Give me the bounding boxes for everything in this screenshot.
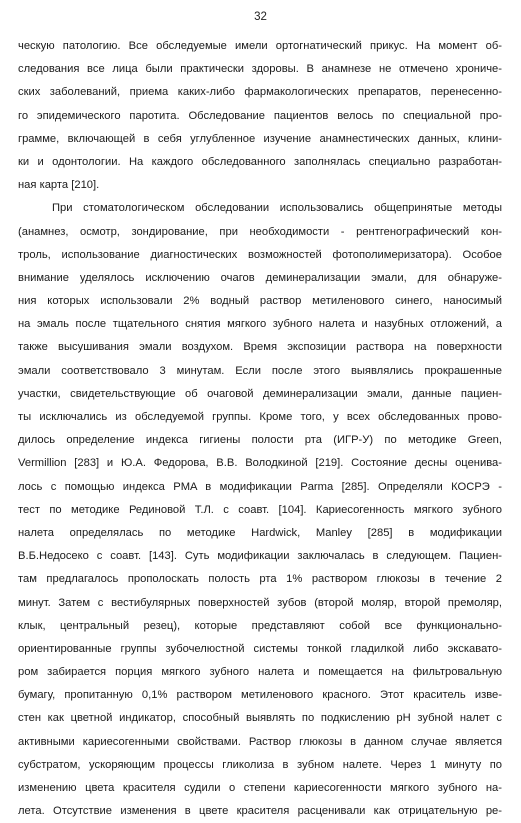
text-line: активными кариесогенными свойствами. Раствор глюкозы в данном случае является bbox=[18, 735, 502, 748]
document-body-text bbox=[18, 35, 502, 823]
text-line: там предлагалось прополоскать полость рта 1% раствором глюкозы в течение 2 bbox=[18, 573, 502, 586]
text-line: ческую патологию. Все обследуемые имели ортогнатический прикус. На момент об- bbox=[18, 40, 502, 52]
text-line: налета определялась по методике Hardwick, Manley [285] в модификации bbox=[18, 526, 502, 539]
text-line: также высушивания эмали воздухом. Время экспозиции раствора на поверхности bbox=[18, 341, 502, 354]
text-line: субстратом, ускоряющим процессы гликолиза в зубном налете. Через 1 минуту по bbox=[18, 758, 502, 771]
text-line: Vermillion [283] и Ю.А. Федорова, В.В. Володкиной [219]. Состояние десны оценива- bbox=[18, 457, 502, 470]
text-line: ских заболеваний, приема каких-либо фармакологических препаратов, перенесенно- bbox=[18, 86, 502, 99]
text-line: на эмаль после тщательного снятия мягкого зубного налета и назубных отложений, а bbox=[18, 318, 502, 331]
text-line: ром забирается порция мягкого зубного налета и помещается на фильтровальную bbox=[18, 666, 502, 679]
text-line: тест по методике Рединовой Т.Л. с соавт. [104]. Кариесогенность мягкого зубного bbox=[18, 503, 502, 516]
text-line: эмали соответствовало 3 минутам. Если после этого выявлялись прокрашенные bbox=[18, 364, 502, 377]
text-line: следования все лица были практически здоровы. В анамнезе не отмечено хрониче- bbox=[18, 63, 502, 76]
text-line: ки и одонтологии. На каждого обследованного заполнялась специально разработан- bbox=[18, 155, 502, 168]
text-line: троль, использование диагностических возможностей фотополимеризатора). Особое bbox=[18, 248, 502, 261]
text-line: ориентированные группы зубочелюстной системы тонкой гладилкой либо экскавато- bbox=[18, 642, 502, 655]
text-line: (анамнез, осмотр, зондирование, при необходимости - рентгенографический кон- bbox=[18, 225, 502, 238]
text-line: При стоматологическом обследовании использовались общепринятые методы bbox=[52, 202, 502, 215]
text-line: грамме, включающей в себя углубленное изучение анамнестических данных, клини- bbox=[18, 132, 502, 145]
text-line: бумагу, пропитанную 0,1% раствором метиленового красного. Этот краситель изве- bbox=[18, 689, 502, 702]
text-line: внимание уделялось исключению очагов деминерализации эмали, для обнаруже- bbox=[18, 271, 502, 284]
text-line: лета. Отсутствие изменения в цвете красителя расценивали как отрицательную ре- bbox=[18, 805, 502, 818]
text-line: клык, центральный резец), которые представляют собой все функционально- bbox=[18, 619, 502, 632]
text-line: ная карта [210]. bbox=[18, 179, 100, 192]
text-line: лось с помощью индекса PMA в модификации Parma [285]. Определяли КОСРЭ - bbox=[18, 480, 502, 493]
text-line: В.Б.Недосеко с соавт. [143]. Суть модификации заключалась в следующем. Пациен- bbox=[18, 550, 502, 563]
text-line: го эпидемического паротита. Обследование пациентов велось по специальной про- bbox=[18, 109, 502, 122]
page-number: 32 bbox=[254, 11, 267, 23]
text-line: стен как цветной индикатор, способный выявлять по подкислению pH зубной налет с bbox=[18, 712, 502, 725]
text-line: ты исключались из обследуемой группы. Кроме того, у всех обследованных прово- bbox=[18, 411, 502, 423]
text-line: дилось определение индекса гигиены полости рта (ИГР-У) по методике Green, bbox=[18, 434, 502, 447]
text-line: изменению цвета красителя судили о степени кариесогенности мягкого зубного на- bbox=[18, 782, 502, 794]
text-line: минут. Затем с вестибулярных поверхностей зубов (второй моляр, второй премоляр, bbox=[18, 596, 502, 609]
text-line: ния которых использовали 2% водный раствор метиленового синего, наносимый bbox=[18, 295, 502, 308]
text-line: участки, свидетельствующие об очаговой деминерализации эмали, данные пациен- bbox=[18, 387, 502, 400]
